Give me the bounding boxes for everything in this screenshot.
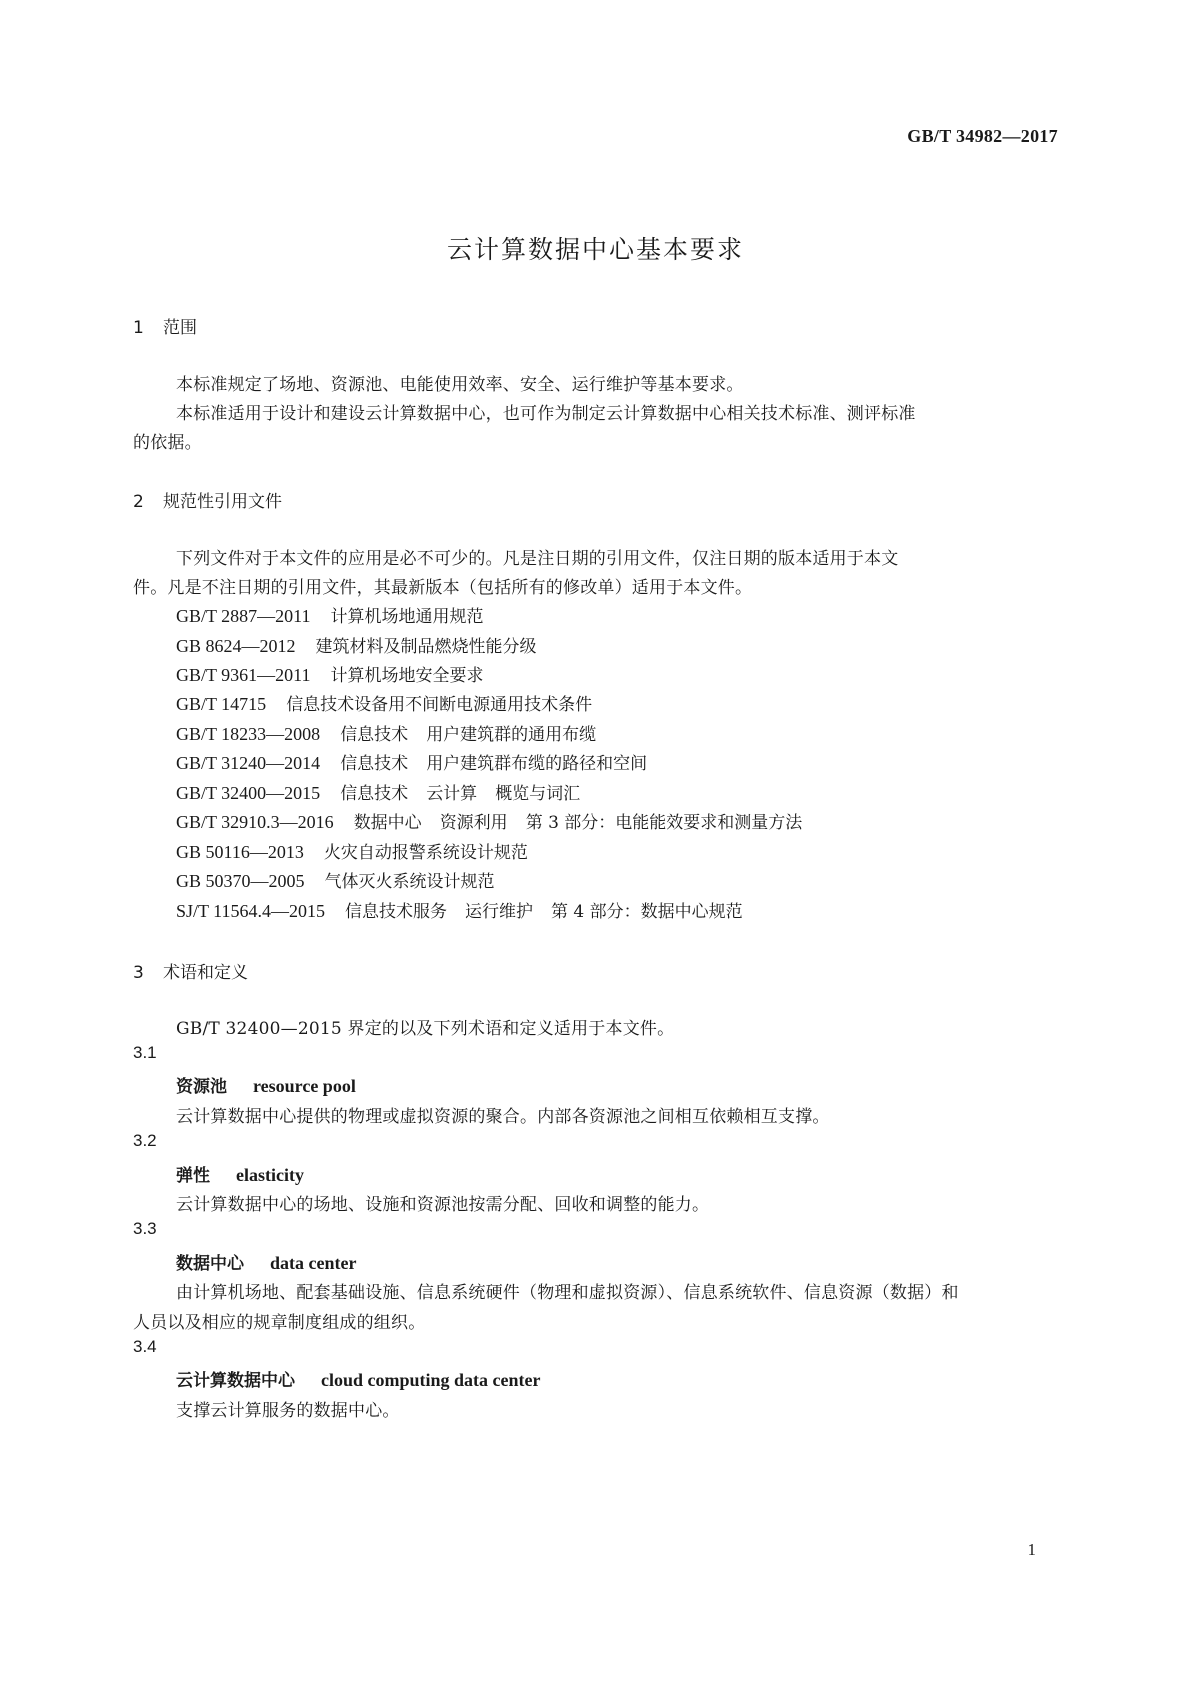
reference-title: 计算机场地安全要求 [330,666,484,686]
term-name [176,1366,541,1391]
reference-item [176,808,802,833]
term-number: 3.1 [133,1043,157,1062]
reference-title: 概览与词汇 [495,784,581,804]
reference-item [176,602,484,627]
reference-code: GB 50370—2005 [176,871,305,891]
reference-title: 资源利用 [439,813,508,833]
reference-title: 用户建筑群的通用布缆 [426,725,597,745]
reference-item [176,867,495,892]
section-2-heading [133,487,282,512]
document-title: 云计算数据中心基本要求 [446,235,744,264]
reference-code: GB 8624—2012 [176,636,296,656]
reference-title: 用户建筑群布缆的路径和空间 [426,754,648,774]
reference-item [176,779,580,804]
term-zh: 云计算数据中心 [176,1371,295,1391]
term-en: cloud computing data center [321,1370,541,1390]
reference-item [176,690,592,715]
reference-title: 云计算 [426,784,478,804]
section-number: 2 [133,492,144,512]
reference-code: GB/T 32910.3—2016 [176,812,334,832]
reference-item [176,749,647,774]
reference-code: GB/T 14715 [176,694,267,714]
reference-item [176,632,537,657]
reference-code: GB/T 18233—2008 [176,724,321,744]
reference-title: 气体灭火系统设计规范 [324,872,495,892]
term-zh: 数据中心 [176,1254,244,1274]
term-name [176,1249,356,1274]
reference-title: 第 4 部分：数据中心规范 [551,902,743,922]
reference-code: GB/T 32400—2015 [176,783,321,803]
section-title: 术语和定义 [163,963,248,983]
reference-title: 信息技术 [340,754,409,774]
reference-title: 建筑材料及制品燃烧性能分级 [315,637,537,657]
section-3-intro: GB/T 32400—2015 界定的以及下列术语和定义适用于本文件。 [176,1019,675,1039]
reference-title: 信息技术 [340,784,409,804]
section-title: 范围 [163,318,197,338]
standard-code: GB/T 34982—2017 [907,126,1058,146]
reference-code: GB/T 9361—2011 [176,665,311,685]
section-2-intro-line-1: 下列文件对于本文件的应用是必不可少的。凡是注日期的引用文件，仅注日期的版本适用于本文 [176,549,899,569]
reference-code: GB/T 2887—2011 [176,606,311,626]
section-number: 3 [133,963,144,983]
reference-item [176,897,743,922]
section-1-paragraph-2-line-1: 本标准适用于设计和建设云计算数据中心，也可作为制定云计算数据中心相关技术标准、测评标准 [176,404,916,424]
reference-title: 信息技术服务 [345,902,448,922]
term-en: elasticity [236,1165,304,1185]
term-name [176,1161,304,1186]
term-name [176,1072,356,1097]
reference-title: 计算机场地通用规范 [330,607,484,627]
section-2-intro-line-2: 件。凡是不注日期的引用文件，其最新版本（包括所有的修改单）适用于本文件。 [133,578,753,598]
reference-item [176,720,596,745]
section-title: 规范性引用文件 [163,492,282,512]
section-3-heading [133,958,248,983]
term-en: data center [270,1253,357,1273]
reference-code: SJ/T 11564.4—2015 [176,901,326,921]
term-number: 3.3 [133,1219,157,1238]
reference-code: GB 50116—2013 [176,842,304,862]
section-1-heading [133,313,197,338]
section-1-paragraph-2-line-2: 的依据。 [133,433,202,453]
reference-title: 第 3 部分：电能能效要求和测量方法 [525,813,803,833]
term-zh: 资源池 [176,1077,227,1097]
page-number: 1 [1027,1540,1036,1559]
reference-title: 运行维护 [465,902,534,922]
term-definition: 云计算数据中心的场地、设施和资源池按需分配、回收和调整的能力。 [176,1195,710,1215]
term-definition: 支撑云计算服务的数据中心。 [176,1401,400,1421]
term-definition: 由计算机场地、配套基础设施、信息系统硬件（物理和虚拟资源）、信息系统软件、信息资源（数据）和 [176,1283,959,1303]
term-number: 3.2 [133,1131,157,1150]
reference-title: 火灾自动报警系统设计规范 [323,843,528,863]
section-1-paragraph-1: 本标准规定了场地、资源池、电能使用效率、安全、运行维护等基本要求。 [176,375,744,395]
reference-item [176,661,484,686]
term-number: 3.4 [133,1337,157,1356]
term-en: resource pool [253,1076,356,1096]
term-definition-continued: 人员以及相应的规章制度组成的组织。 [133,1313,426,1333]
section-number: 1 [133,318,144,338]
reference-title: 信息技术 [340,725,409,745]
term-definition: 云计算数据中心提供的物理或虚拟资源的聚合。内部各资源池之间相互依赖相互支撑。 [176,1107,830,1127]
reference-title: 数据中心 [353,813,422,833]
reference-code: GB/T 31240—2014 [176,753,321,773]
reference-item [176,838,528,863]
reference-title: 信息技术设备用不间断电源通用技术条件 [286,695,593,715]
term-zh: 弹性 [176,1166,210,1186]
